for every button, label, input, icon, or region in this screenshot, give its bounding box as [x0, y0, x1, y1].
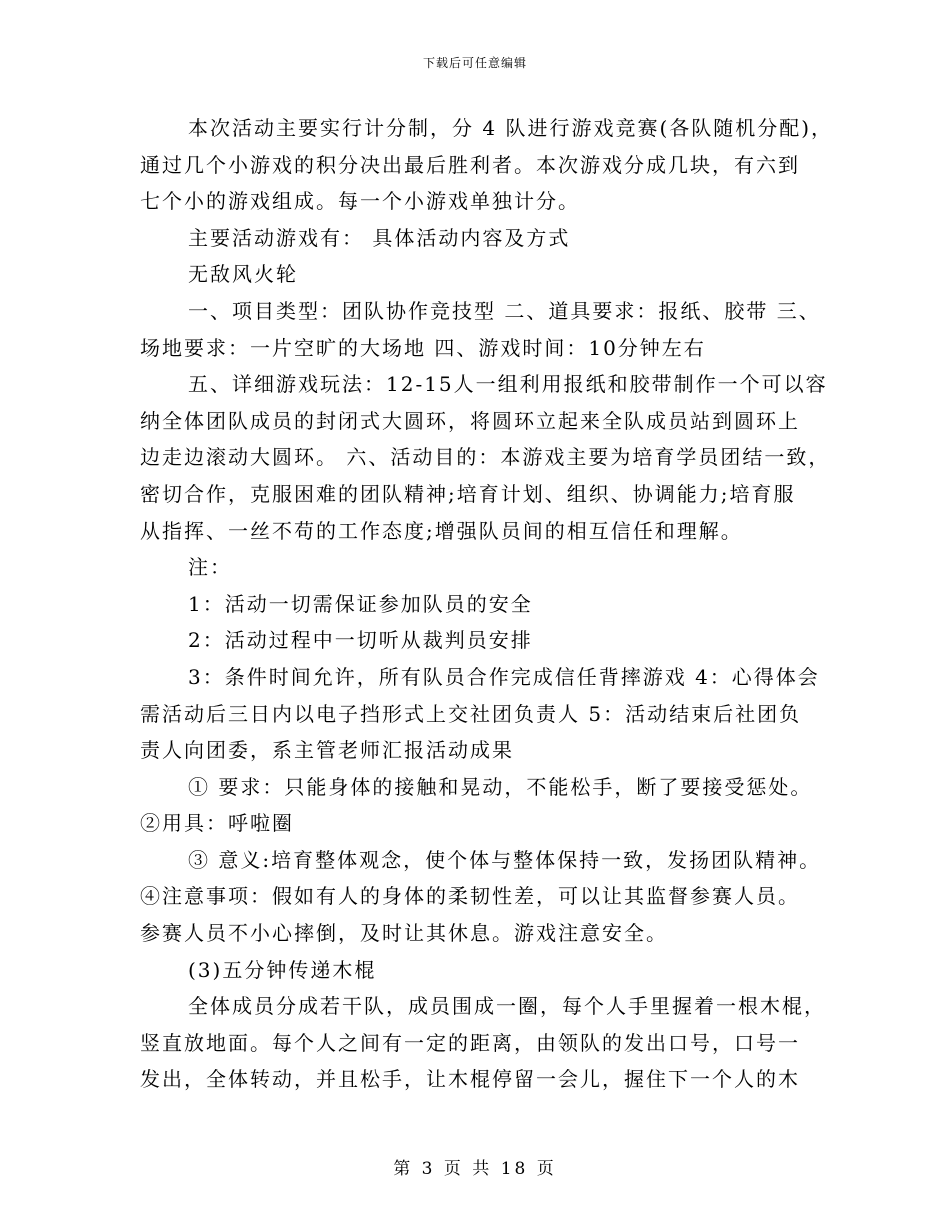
paragraph-line: 五、详细游戏玩法：12-15人一组利用报纸和胶带制作一个可以容 [188, 372, 828, 397]
note-item: 1：活动一切需保证参加队员的安全 [188, 591, 533, 616]
paragraph-line: 参赛人员不小心摔倒，及时让其休息。游戏注意安全。 [140, 921, 668, 946]
paragraph-line: 责人向团委，系主管老师汇报活动成果 [140, 738, 514, 763]
list-item: ②用具：呼啦圈 [140, 811, 294, 836]
paragraph-line: 七个小的游戏组成。每一个小游戏单独计分。 [140, 189, 580, 214]
paragraph-line: 需活动后三日内以电子挡形式上交社团负责人 5：活动结束后社团负 [140, 701, 802, 726]
paragraph-line: 一、项目类型：团队协作竞技型 二、道具要求：报纸、胶带 三、 [188, 298, 821, 323]
paragraph-line: 本次活动主要实行计分制，分 4 队进行游戏竞赛(各队随机分配)， [188, 116, 834, 140]
list-item: ① 要求：只能身体的接触和晃动，不能松手，断了要接受惩处。 [188, 774, 813, 799]
paragraph-line: 主要活动游戏有： 具体活动内容及方式 [188, 225, 571, 250]
paragraph-line: 场地要求：一片空旷的大场地 四、游戏时间：10分钟左右 [140, 335, 706, 360]
paragraph-line: 通过几个小游戏的积分决出最后胜利者。本次游戏分成几块，有六到 [140, 152, 800, 177]
note-heading: 注： [188, 555, 232, 580]
page-header: 下载后可任意编辑 [422, 56, 527, 70]
paragraph-line: 全体成员分成若干队，成员围成一圈，每个人手里握着一根木棍， [188, 994, 826, 1019]
paragraph-line: 密切合作，克服困难的团队精神;培育计划、组织、协调能力;培育服 [140, 481, 796, 506]
paragraph-line: 纳全体团队成员的封闭式大圆环，将圆环立起来全队成员站到圆环上 [140, 408, 800, 433]
note-item: 3：条件时间允许，所有队员合作完成信任背摔游戏 4：心得体会 [188, 664, 820, 689]
page-footer: 第 3 页 共 18 页 [393, 1159, 557, 1179]
document-body [140, 110, 834, 1098]
paragraph-line: 边走边滚动大圆环。 六、活动目的：本游戏主要为培育学员团结一致， [140, 445, 831, 470]
list-item: ③ 意义:培育整体观念，使个体与整体保持一致，发扬团队精神。 [188, 847, 822, 872]
note-item: 2：活动过程中一切听从裁判员安排 [188, 628, 533, 653]
section-heading: (3)五分钟传递木棍 [188, 957, 377, 982]
section-heading: 无敌风火轮 [188, 262, 298, 287]
paragraph-line: 竖直放地面。每个人之间有一定的距离，由领队的发出口号，口号一 [140, 1030, 800, 1055]
paragraph-line: 从指挥、一丝不苟的工作态度;增强队员间的相互信任和理解。 [140, 518, 743, 543]
list-item: ④注意事项：假如有人的身体的柔韧性差，可以让其监督参赛人员。 [140, 884, 800, 909]
paragraph-line: 发出，全体转动，并且松手，让木棍停留一会儿，握住下一个人的木 [140, 1067, 800, 1092]
